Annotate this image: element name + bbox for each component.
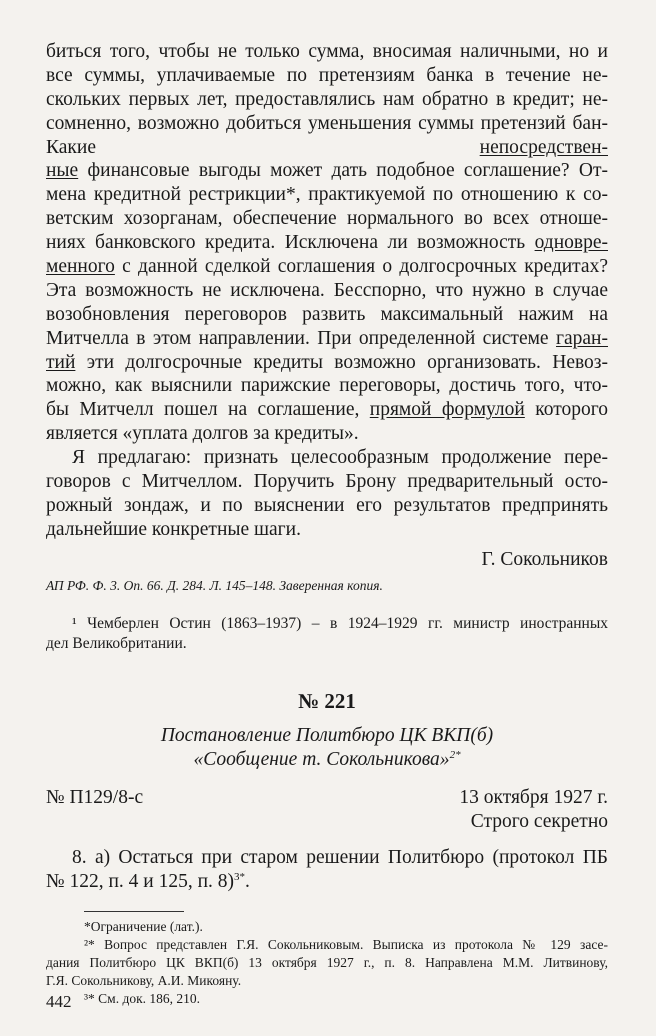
- text-line: говоров с Митчеллом. Поручить Брону предварительный осто-: [46, 471, 608, 493]
- body-text: № 122, п. 4 и 125, п. 8): [46, 870, 235, 892]
- text-line: [46, 398, 608, 422]
- text-line: все суммы, уплачиваемые по претензиям банка в течение не-: [46, 64, 608, 86]
- footnote-divider: [84, 911, 184, 912]
- text-fragment: ниях банковского кредита. Исключена ли возможность: [46, 232, 535, 254]
- footnote-line: ¹ Чемберлен Остин (1863–1937) – в 1924–1929 гг. министр иностранных: [72, 614, 608, 632]
- page-number: 442: [46, 992, 72, 1011]
- text-line: рожный зондаж, и по выяснении его результатов предпринять: [46, 494, 608, 516]
- body-end: .: [245, 870, 250, 892]
- text-line: [46, 327, 608, 351]
- underlined-text: гаран-: [556, 327, 608, 349]
- underlined-text: тий: [46, 351, 76, 373]
- text-line: [46, 159, 608, 183]
- protocol-number: № П129/8-с: [46, 786, 144, 808]
- archive-reference: АП РФ. Ф. 3. Оп. 66. Д. 284. Л. 145–148. Заверенная копия.: [46, 577, 383, 593]
- document-number: № 221: [298, 688, 356, 713]
- text-line: [46, 870, 608, 894]
- text-line: сомненно, возможно добиться уменьшения суммы претензий бан-: [46, 112, 608, 134]
- underlined-text: непосредствен-: [479, 136, 608, 158]
- text-line: мена кредитной рестрикции*, практикуемой по отношению к со-: [46, 184, 608, 206]
- footnote-1: [46, 614, 608, 654]
- text-fragment: с данной сделкой соглашения о долгосрочных кредитах?: [114, 256, 608, 278]
- document-meta: [46, 786, 608, 810]
- underlined-text: ные: [46, 160, 79, 182]
- text-line: [46, 255, 608, 279]
- main-paragraph-1: [46, 40, 608, 446]
- text-line: 8. а) Остаться при старом решении Политбюро (протокол ПБ: [72, 846, 608, 868]
- text-line: [46, 231, 608, 255]
- underlined-text: прямой формулой: [369, 399, 525, 421]
- text-fragment: Какие: [46, 136, 480, 158]
- signature: Г. Сокольников: [481, 548, 608, 570]
- text-line: можно, как выяснили парижские переговоры, достичь того, что-: [46, 375, 608, 397]
- footnote-line: ²* Вопрос представлен Г.Я. Сокольниковым. Выписка из протокола № 129 засе-: [84, 937, 608, 953]
- text-fragment: финансовые выгоды может дать подобное соглашение? От-: [78, 160, 608, 182]
- document-title-line-2: [46, 748, 608, 772]
- text-line: скольких первых лет, предоставлялись нам обратно в кредит; не-: [46, 88, 608, 110]
- text-line: Я предлагаю: признать целесообразным продолжение пере-: [72, 447, 608, 469]
- footnotes: [46, 918, 608, 1008]
- text-line: [46, 351, 608, 375]
- document-title-text: «Сообщение т. Сокольникова»: [193, 748, 450, 770]
- footnote-docs: ³* См. док. 186, 210.: [84, 991, 201, 1007]
- document-title-line-1: Постановление Политбюро ЦК ВКП(б): [160, 724, 494, 746]
- footnote-restriction: *Ограничение (лат.).: [84, 919, 203, 935]
- text-line: возобновления переговоров развить максимальный нажим на: [46, 303, 608, 325]
- underlined-text: одновре-: [534, 232, 608, 254]
- main-paragraph-2: [46, 446, 608, 542]
- text-line: ветским хозорганам, обеспечение нормального во всех отноше-: [46, 208, 608, 230]
- footnote-marker: 3*: [234, 870, 246, 883]
- document-date: 13 октября 1927 г.: [459, 786, 608, 808]
- footnote-line: дел Великобритании.: [46, 634, 187, 652]
- text-line: [46, 136, 608, 160]
- text-line: является «уплата долгов за кредиты».: [46, 423, 359, 445]
- underlined-text: менного: [46, 256, 115, 278]
- resolution-body: [46, 846, 608, 894]
- footnote-line: Г.Я. Сокольникову, А.И. Микояну.: [46, 973, 242, 989]
- text-fragment: эти долгосрочные кредиты возможно организовать. Невоз-: [75, 351, 608, 373]
- footnote-marker: 2*: [449, 748, 461, 761]
- text-fragment: Митчелла в этом направлении. При определенной системе: [46, 327, 556, 349]
- footnote-line: дания Политбюро ЦК ВКП(б) 13 октября 1927 г., п. 8. Направлена М.М. Литвинову,: [46, 955, 608, 971]
- text-fragment: которого: [524, 399, 608, 421]
- text-line: дальнейшие конкретные шаги.: [46, 518, 301, 540]
- text-line: биться того, чтобы не только сумма, вносимая наличными, но и: [46, 41, 608, 62]
- classification-stamp: Строго секретно: [470, 810, 608, 832]
- text-fragment: бы Митчелл пошел на соглашение,: [46, 399, 370, 421]
- text-line: Эта возможность не исключена. Бесспорно, что нужно в случае: [46, 279, 608, 301]
- document-title: [46, 724, 608, 772]
